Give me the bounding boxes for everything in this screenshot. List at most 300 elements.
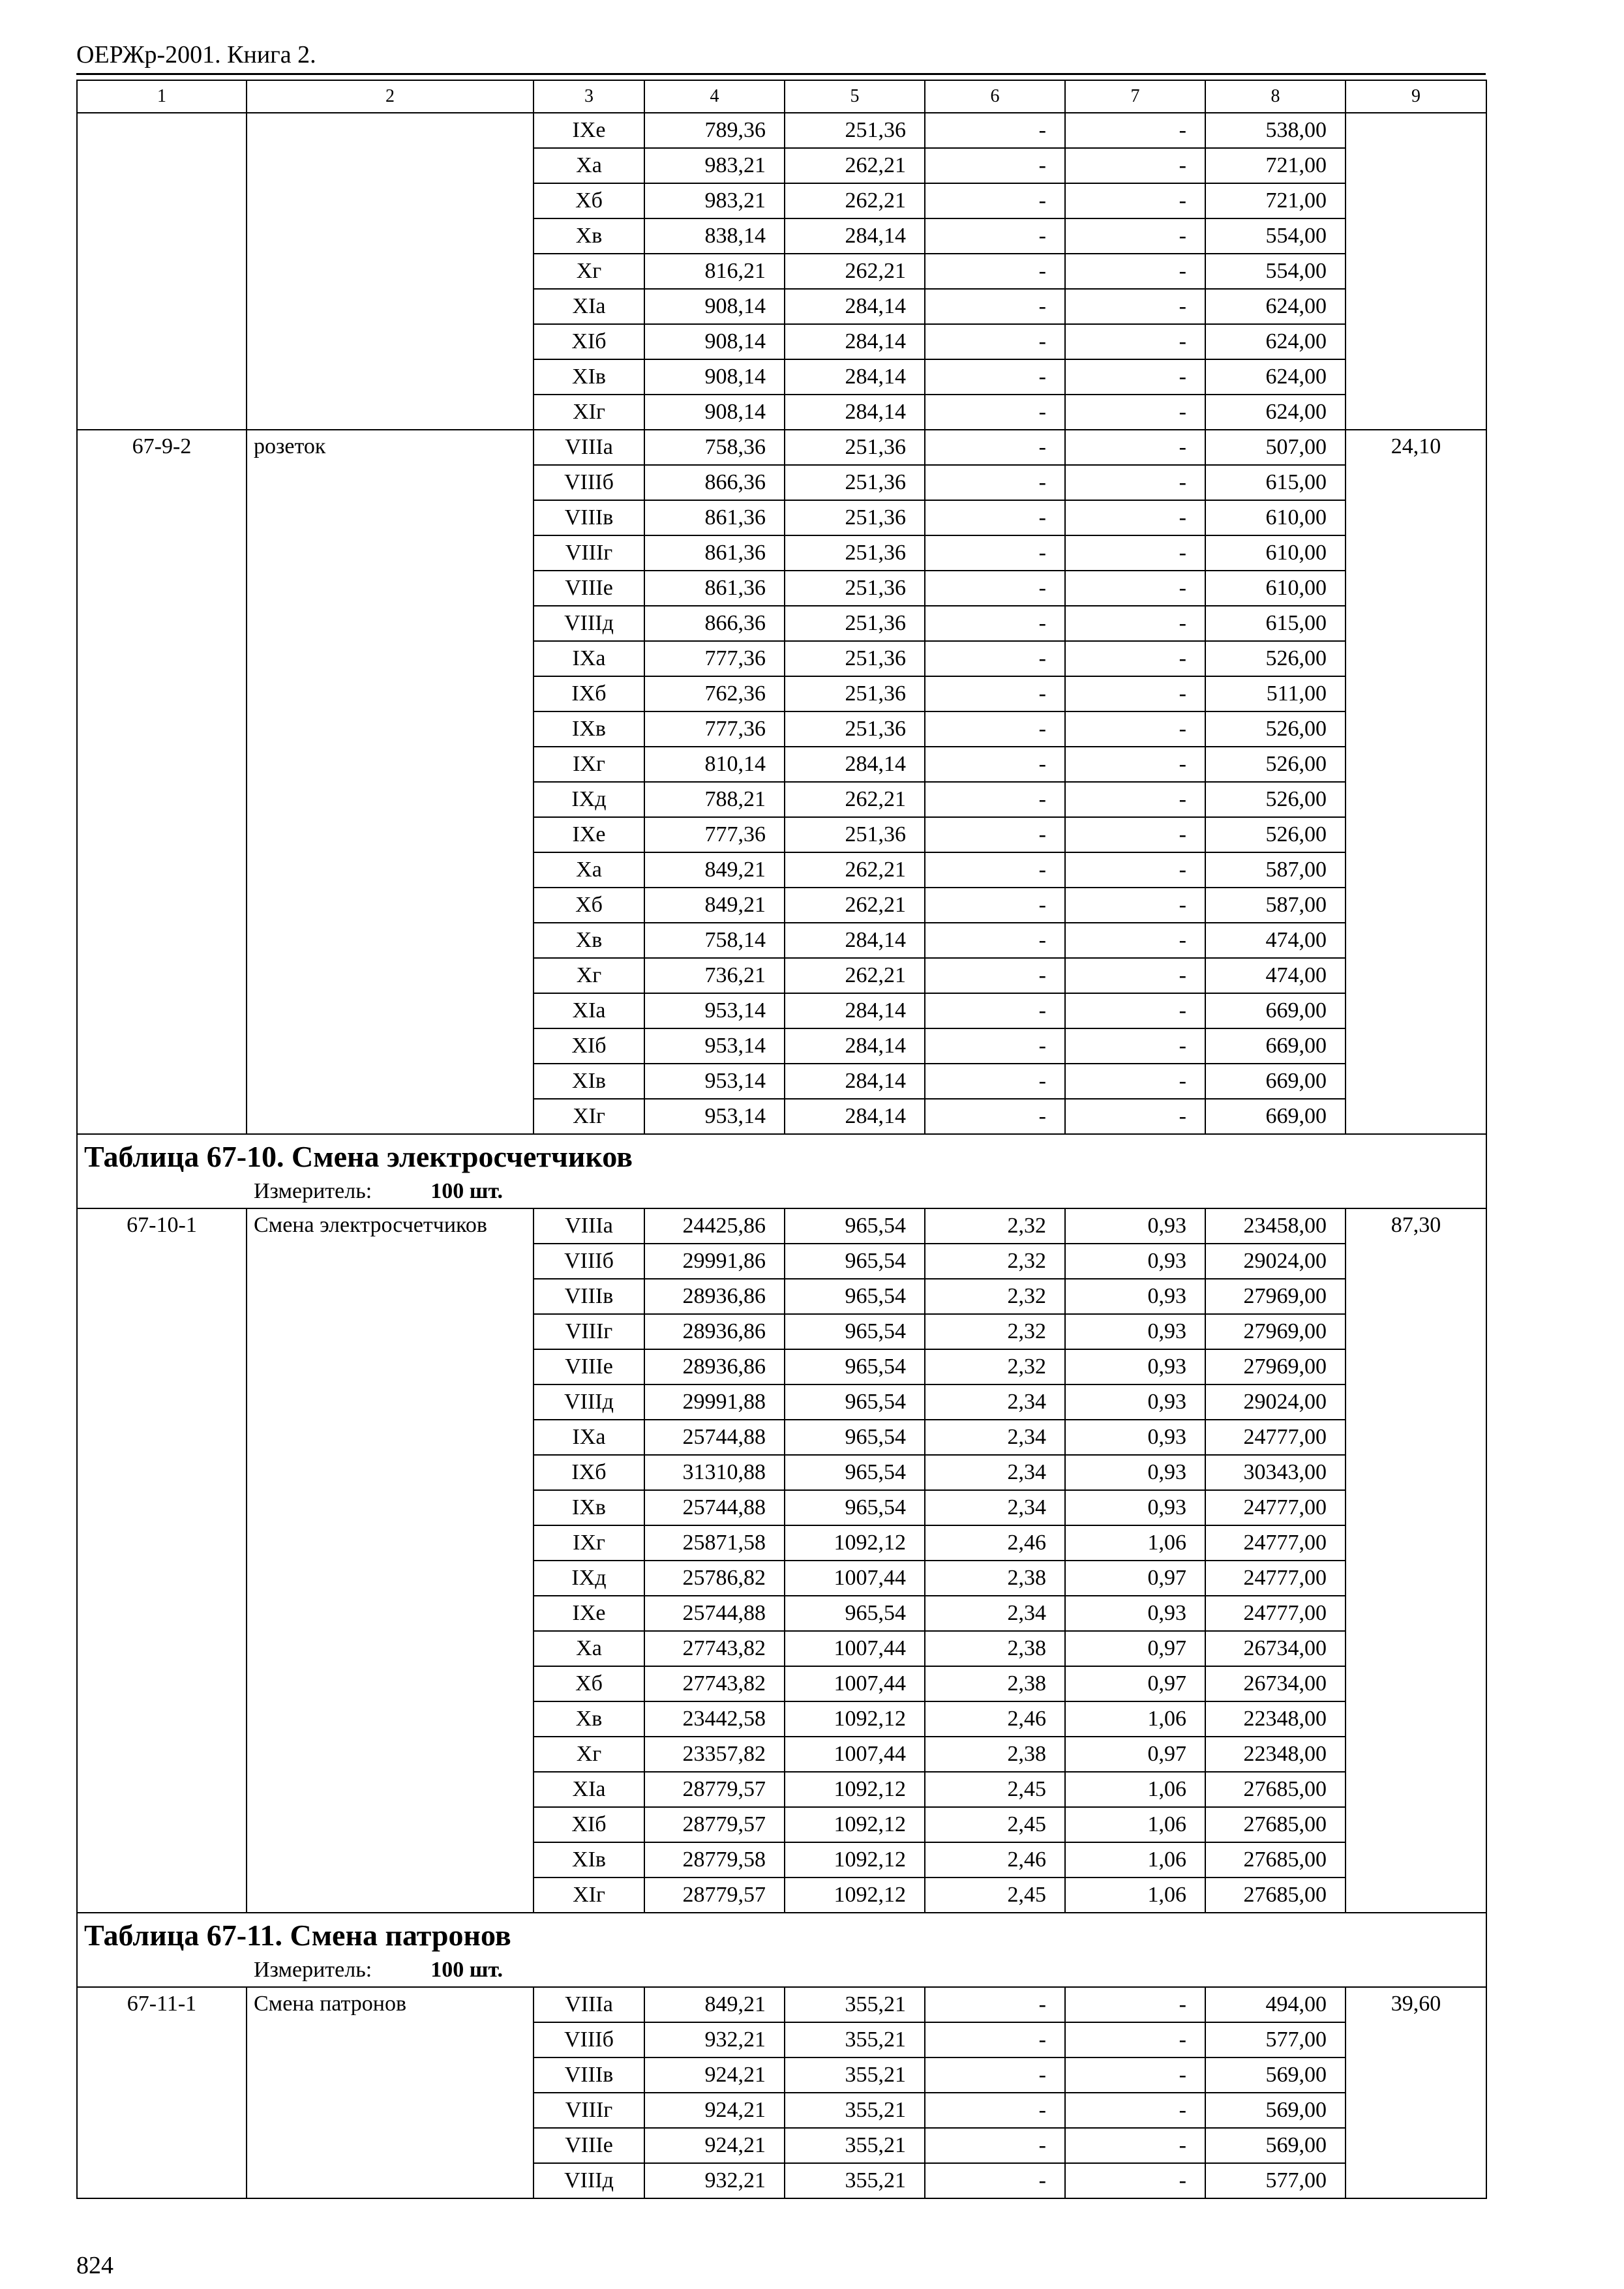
zone-cell: XIа: [534, 1772, 644, 1807]
value-cell: 849,21: [644, 1987, 785, 2022]
value-cell: 610,00: [1205, 571, 1346, 606]
value-cell: 965,54: [785, 1455, 925, 1490]
column-number: 2: [247, 80, 534, 113]
value-cell: 262,21: [785, 148, 925, 183]
value-cell: 624,00: [1205, 359, 1346, 395]
value-cell: 965,54: [785, 1490, 925, 1525]
value-cell: 284,14: [785, 923, 925, 958]
column-number-row: [77, 80, 1486, 113]
zone-cell: IXе: [534, 1596, 644, 1631]
value-cell: 251,36: [785, 430, 925, 465]
value-cell: 526,00: [1205, 711, 1346, 747]
value-cell: -: [925, 289, 1065, 324]
value-cell: 28936,86: [644, 1279, 785, 1314]
value-cell: -: [1065, 852, 1205, 888]
zone-cell: XIг: [534, 395, 644, 430]
value-cell: 1092,12: [785, 1701, 925, 1737]
labor-norm: 87,30: [1346, 1208, 1486, 1913]
value-cell: -: [925, 254, 1065, 289]
zone-cell: XIв: [534, 1064, 644, 1099]
value-cell: 262,21: [785, 254, 925, 289]
table-body: [77, 80, 1486, 2198]
value-cell: 2,32: [925, 1208, 1065, 1244]
zone-cell: VIIIд: [534, 606, 644, 641]
value-cell: 24777,00: [1205, 1490, 1346, 1525]
value-cell: 31310,88: [644, 1455, 785, 1490]
value-cell: 25871,58: [644, 1525, 785, 1561]
value-cell: 953,14: [644, 993, 785, 1028]
value-cell: -: [1065, 1064, 1205, 1099]
value-cell: 1092,12: [785, 1525, 925, 1561]
value-cell: 861,36: [644, 535, 785, 571]
value-cell: 28779,57: [644, 1772, 785, 1807]
value-cell: 2,34: [925, 1455, 1065, 1490]
value-cell: 526,00: [1205, 782, 1346, 817]
value-cell: -: [1065, 1099, 1205, 1134]
page-number: 824: [76, 2252, 113, 2279]
zone-cell: IXд: [534, 1561, 644, 1596]
value-cell: 25744,88: [644, 1490, 785, 1525]
value-cell: 29991,86: [644, 1244, 785, 1279]
value-cell: 849,21: [644, 888, 785, 923]
value-cell: 474,00: [1205, 923, 1346, 958]
value-cell: -: [1065, 2022, 1205, 2057]
value-cell: 262,21: [785, 888, 925, 923]
value-cell: -: [925, 500, 1065, 535]
column-number: 9: [1346, 80, 1486, 113]
value-cell: 866,36: [644, 606, 785, 641]
value-cell: 0,97: [1065, 1631, 1205, 1666]
value-cell: 965,54: [785, 1420, 925, 1455]
zone-cell: Xг: [534, 254, 644, 289]
value-cell: 721,00: [1205, 148, 1346, 183]
value-cell: 24777,00: [1205, 1420, 1346, 1455]
value-cell: 615,00: [1205, 465, 1346, 500]
value-cell: 25786,82: [644, 1561, 785, 1596]
labor-norm: [1346, 113, 1486, 430]
zone-cell: VIIIа: [534, 1987, 644, 2022]
value-cell: 284,14: [785, 289, 925, 324]
value-cell: -: [1065, 993, 1205, 1028]
value-cell: 983,21: [644, 148, 785, 183]
value-cell: -: [1065, 148, 1205, 183]
value-cell: 284,14: [785, 993, 925, 1028]
column-number: 4: [644, 80, 785, 113]
value-cell: 355,21: [785, 2022, 925, 2057]
table-section-header: [77, 1913, 1486, 1987]
value-cell: 511,00: [1205, 676, 1346, 711]
value-cell: 0,93: [1065, 1455, 1205, 1490]
labor-norm: 39,60: [1346, 1987, 1486, 2198]
value-cell: 25744,88: [644, 1420, 785, 1455]
value-cell: 538,00: [1205, 113, 1346, 148]
value-cell: 861,36: [644, 571, 785, 606]
zone-cell: Xв: [534, 218, 644, 254]
value-cell: -: [925, 606, 1065, 641]
value-cell: -: [1065, 676, 1205, 711]
value-cell: 816,21: [644, 254, 785, 289]
value-cell: -: [925, 535, 1065, 571]
value-cell: -: [925, 782, 1065, 817]
value-cell: 908,14: [644, 395, 785, 430]
zone-cell: VIIIа: [534, 1208, 644, 1244]
labor-norm: 24,10: [1346, 430, 1486, 1134]
value-cell: 251,36: [785, 711, 925, 747]
value-cell: -: [925, 1987, 1065, 2022]
value-cell: 251,36: [785, 465, 925, 500]
value-cell: -: [1065, 218, 1205, 254]
value-cell: 610,00: [1205, 535, 1346, 571]
value-cell: 28779,58: [644, 1842, 785, 1878]
value-cell: 953,14: [644, 1028, 785, 1064]
value-cell: 0,93: [1065, 1314, 1205, 1349]
zone-cell: IXг: [534, 1525, 644, 1561]
value-cell: 1092,12: [785, 1878, 925, 1913]
zone-cell: IXв: [534, 1490, 644, 1525]
value-cell: 1007,44: [785, 1561, 925, 1596]
column-number: 8: [1205, 80, 1346, 113]
value-cell: -: [1065, 817, 1205, 852]
work-name: Смена патронов: [247, 1987, 534, 2198]
value-cell: 577,00: [1205, 2163, 1346, 2198]
zone-cell: XIб: [534, 1807, 644, 1842]
value-cell: -: [925, 395, 1065, 430]
value-cell: -: [1065, 395, 1205, 430]
zone-cell: VIIIд: [534, 2163, 644, 2198]
value-cell: -: [925, 1099, 1065, 1134]
value-cell: 526,00: [1205, 817, 1346, 852]
value-cell: 0,93: [1065, 1244, 1205, 1279]
value-cell: 810,14: [644, 747, 785, 782]
value-cell: -: [925, 1064, 1065, 1099]
value-cell: 965,54: [785, 1349, 925, 1384]
value-cell: -: [925, 218, 1065, 254]
section-title: Таблица 67-11. Смена патронов: [84, 1919, 511, 1952]
value-cell: -: [925, 183, 1065, 218]
value-cell: 908,14: [644, 359, 785, 395]
rate-code: [77, 113, 247, 430]
header-rule: [76, 73, 1486, 75]
value-cell: 251,36: [785, 571, 925, 606]
value-cell: 569,00: [1205, 2057, 1346, 2093]
zone-cell: IXв: [534, 711, 644, 747]
value-cell: 355,21: [785, 2128, 925, 2163]
value-cell: 669,00: [1205, 1028, 1346, 1064]
value-cell: 624,00: [1205, 289, 1346, 324]
value-cell: 1,06: [1065, 1525, 1205, 1561]
unit-value: 100 шт.: [430, 1958, 504, 1982]
value-cell: -: [925, 711, 1065, 747]
zone-cell: VIIIе: [534, 2128, 644, 2163]
value-cell: -: [1065, 606, 1205, 641]
zone-cell: XIб: [534, 324, 644, 359]
value-cell: 554,00: [1205, 218, 1346, 254]
value-cell: -: [1065, 430, 1205, 465]
value-cell: 789,36: [644, 113, 785, 148]
value-cell: -: [1065, 2057, 1205, 2093]
value-cell: 27685,00: [1205, 1807, 1346, 1842]
value-cell: 932,21: [644, 2163, 785, 2198]
value-cell: 27685,00: [1205, 1842, 1346, 1878]
zone-cell: XIа: [534, 993, 644, 1028]
value-cell: 507,00: [1205, 430, 1346, 465]
zone-cell: IXе: [534, 817, 644, 852]
value-cell: 0,97: [1065, 1737, 1205, 1772]
value-cell: 624,00: [1205, 395, 1346, 430]
value-cell: -: [1065, 923, 1205, 958]
value-cell: 494,00: [1205, 1987, 1346, 2022]
column-number: 5: [785, 80, 925, 113]
value-cell: 262,21: [785, 782, 925, 817]
price-table: [76, 80, 1487, 2199]
value-cell: 2,34: [925, 1490, 1065, 1525]
value-cell: 284,14: [785, 324, 925, 359]
value-cell: 965,54: [785, 1208, 925, 1244]
zone-cell: Xа: [534, 148, 644, 183]
value-cell: 27743,82: [644, 1631, 785, 1666]
zone-cell: Xб: [534, 183, 644, 218]
value-cell: 1092,12: [785, 1807, 925, 1842]
zone-cell: IXе: [534, 113, 644, 148]
value-cell: 29024,00: [1205, 1244, 1346, 1279]
value-cell: 0,93: [1065, 1279, 1205, 1314]
value-cell: 251,36: [785, 676, 925, 711]
value-cell: 2,38: [925, 1561, 1065, 1596]
value-cell: -: [925, 958, 1065, 993]
column-number: 6: [925, 80, 1065, 113]
unit-label: Измеритель:: [254, 1958, 372, 1982]
value-cell: 2,38: [925, 1631, 1065, 1666]
value-cell: -: [925, 571, 1065, 606]
value-cell: -: [925, 641, 1065, 676]
table-row: [77, 430, 1486, 465]
value-cell: -: [925, 817, 1065, 852]
value-cell: 965,54: [785, 1244, 925, 1279]
value-cell: 0,93: [1065, 1420, 1205, 1455]
value-cell: -: [1065, 711, 1205, 747]
value-cell: -: [925, 676, 1065, 711]
zone-cell: VIIIб: [534, 465, 644, 500]
unit-label: Измеритель:: [254, 1179, 372, 1203]
value-cell: 27685,00: [1205, 1772, 1346, 1807]
value-cell: 721,00: [1205, 183, 1346, 218]
zone-cell: IXа: [534, 641, 644, 676]
value-cell: 924,21: [644, 2128, 785, 2163]
zone-cell: XIв: [534, 359, 644, 395]
value-cell: -: [925, 888, 1065, 923]
table-row: [77, 1987, 1486, 2022]
value-cell: 569,00: [1205, 2093, 1346, 2128]
value-cell: -: [1065, 1987, 1205, 2022]
value-cell: 762,36: [644, 676, 785, 711]
value-cell: -: [925, 2128, 1065, 2163]
value-cell: -: [925, 2093, 1065, 2128]
value-cell: 28936,86: [644, 1349, 785, 1384]
value-cell: 284,14: [785, 359, 925, 395]
value-cell: -: [925, 148, 1065, 183]
table-row: [77, 113, 1486, 148]
value-cell: 0,93: [1065, 1349, 1205, 1384]
value-cell: 284,14: [785, 1028, 925, 1064]
value-cell: 777,36: [644, 641, 785, 676]
value-cell: -: [1065, 641, 1205, 676]
section-header-cell: [77, 1913, 1486, 1987]
value-cell: 29024,00: [1205, 1384, 1346, 1420]
value-cell: 983,21: [644, 183, 785, 218]
value-cell: -: [925, 852, 1065, 888]
zone-cell: Xв: [534, 1701, 644, 1737]
value-cell: 2,45: [925, 1772, 1065, 1807]
zone-cell: VIIIб: [534, 2022, 644, 2057]
value-cell: 27969,00: [1205, 1349, 1346, 1384]
zone-cell: VIIIв: [534, 1279, 644, 1314]
value-cell: 758,14: [644, 923, 785, 958]
value-cell: 27743,82: [644, 1666, 785, 1701]
value-cell: 22348,00: [1205, 1737, 1346, 1772]
value-cell: 284,14: [785, 218, 925, 254]
zone-cell: Xб: [534, 888, 644, 923]
value-cell: 24425,86: [644, 1208, 785, 1244]
zone-cell: IXб: [534, 676, 644, 711]
value-cell: -: [925, 923, 1065, 958]
value-cell: 624,00: [1205, 324, 1346, 359]
value-cell: 1,06: [1065, 1807, 1205, 1842]
column-number: 7: [1065, 80, 1205, 113]
value-cell: 2,38: [925, 1666, 1065, 1701]
rate-code: 67-10-1: [77, 1208, 247, 1913]
value-cell: 355,21: [785, 2093, 925, 2128]
work-name: [247, 113, 534, 430]
rate-code: 67-9-2: [77, 430, 247, 1134]
zone-cell: XIв: [534, 1842, 644, 1878]
value-cell: -: [1065, 289, 1205, 324]
value-cell: 777,36: [644, 711, 785, 747]
value-cell: 526,00: [1205, 747, 1346, 782]
value-cell: 587,00: [1205, 888, 1346, 923]
zone-cell: IXб: [534, 1455, 644, 1490]
value-cell: 777,36: [644, 817, 785, 852]
zone-cell: XIа: [534, 289, 644, 324]
value-cell: 2,32: [925, 1244, 1065, 1279]
value-cell: 262,21: [785, 958, 925, 993]
value-cell: 849,21: [644, 852, 785, 888]
value-cell: 924,21: [644, 2093, 785, 2128]
value-cell: -: [925, 2057, 1065, 2093]
value-cell: 251,36: [785, 817, 925, 852]
value-cell: 953,14: [644, 1099, 785, 1134]
value-cell: 965,54: [785, 1596, 925, 1631]
value-cell: 736,21: [644, 958, 785, 993]
value-cell: 355,21: [785, 2163, 925, 2198]
zone-cell: VIIIг: [534, 2093, 644, 2128]
value-cell: 924,21: [644, 2057, 785, 2093]
value-cell: -: [925, 359, 1065, 395]
value-cell: 23458,00: [1205, 1208, 1346, 1244]
value-cell: 0,93: [1065, 1384, 1205, 1420]
value-cell: 25744,88: [644, 1596, 785, 1631]
value-cell: 24777,00: [1205, 1561, 1346, 1596]
value-cell: 474,00: [1205, 958, 1346, 993]
value-cell: 1,06: [1065, 1772, 1205, 1807]
value-cell: 284,14: [785, 1064, 925, 1099]
zone-cell: IXд: [534, 782, 644, 817]
zone-cell: Xб: [534, 1666, 644, 1701]
value-cell: -: [1065, 571, 1205, 606]
value-cell: 251,36: [785, 113, 925, 148]
value-cell: 284,14: [785, 395, 925, 430]
value-cell: -: [1065, 747, 1205, 782]
value-cell: -: [925, 465, 1065, 500]
value-cell: 27685,00: [1205, 1878, 1346, 1913]
column-number: 1: [77, 80, 247, 113]
value-cell: 24777,00: [1205, 1525, 1346, 1561]
value-cell: 2,46: [925, 1842, 1065, 1878]
zone-cell: VIIIе: [534, 1349, 644, 1384]
value-cell: -: [1065, 888, 1205, 923]
zone-cell: VIIIе: [534, 571, 644, 606]
value-cell: 669,00: [1205, 993, 1346, 1028]
value-cell: 28779,57: [644, 1878, 785, 1913]
value-cell: 26734,00: [1205, 1631, 1346, 1666]
value-cell: 1007,44: [785, 1737, 925, 1772]
value-cell: -: [925, 1028, 1065, 1064]
section-unit: [84, 1176, 1479, 1208]
value-cell: 965,54: [785, 1279, 925, 1314]
value-cell: 2,45: [925, 1878, 1065, 1913]
value-cell: 251,36: [785, 606, 925, 641]
zone-cell: XIб: [534, 1028, 644, 1064]
value-cell: 1092,12: [785, 1772, 925, 1807]
value-cell: 251,36: [785, 500, 925, 535]
value-cell: 27969,00: [1205, 1279, 1346, 1314]
value-cell: 0,93: [1065, 1596, 1205, 1631]
value-cell: 2,46: [925, 1701, 1065, 1737]
value-cell: -: [925, 430, 1065, 465]
value-cell: 669,00: [1205, 1064, 1346, 1099]
value-cell: 1,06: [1065, 1842, 1205, 1878]
table-row: [77, 1208, 1486, 1244]
zone-cell: Xв: [534, 923, 644, 958]
value-cell: 262,21: [785, 183, 925, 218]
value-cell: 932,21: [644, 2022, 785, 2057]
value-cell: 610,00: [1205, 500, 1346, 535]
unit-value: 100 шт.: [430, 1179, 504, 1203]
value-cell: 23442,58: [644, 1701, 785, 1737]
section-title: Таблица 67-10. Смена электросчетчиков: [84, 1140, 633, 1173]
value-cell: 965,54: [785, 1384, 925, 1420]
zone-cell: IXа: [534, 1420, 644, 1455]
value-cell: -: [1065, 500, 1205, 535]
value-cell: -: [1065, 2093, 1205, 2128]
value-cell: -: [925, 2163, 1065, 2198]
value-cell: 788,21: [644, 782, 785, 817]
table-section-header: [77, 1134, 1486, 1208]
value-cell: 526,00: [1205, 641, 1346, 676]
value-cell: 355,21: [785, 1987, 925, 2022]
value-cell: -: [1065, 359, 1205, 395]
column-number: 3: [534, 80, 644, 113]
value-cell: 1,06: [1065, 1701, 1205, 1737]
value-cell: 24777,00: [1205, 1596, 1346, 1631]
zone-cell: VIIIа: [534, 430, 644, 465]
value-cell: 251,36: [785, 535, 925, 571]
value-cell: 615,00: [1205, 606, 1346, 641]
page-header-title: ОЕРЖр-2001. Книга 2.: [76, 41, 316, 68]
zone-cell: IXг: [534, 747, 644, 782]
value-cell: 861,36: [644, 500, 785, 535]
value-cell: -: [1065, 183, 1205, 218]
value-cell: -: [1065, 254, 1205, 289]
